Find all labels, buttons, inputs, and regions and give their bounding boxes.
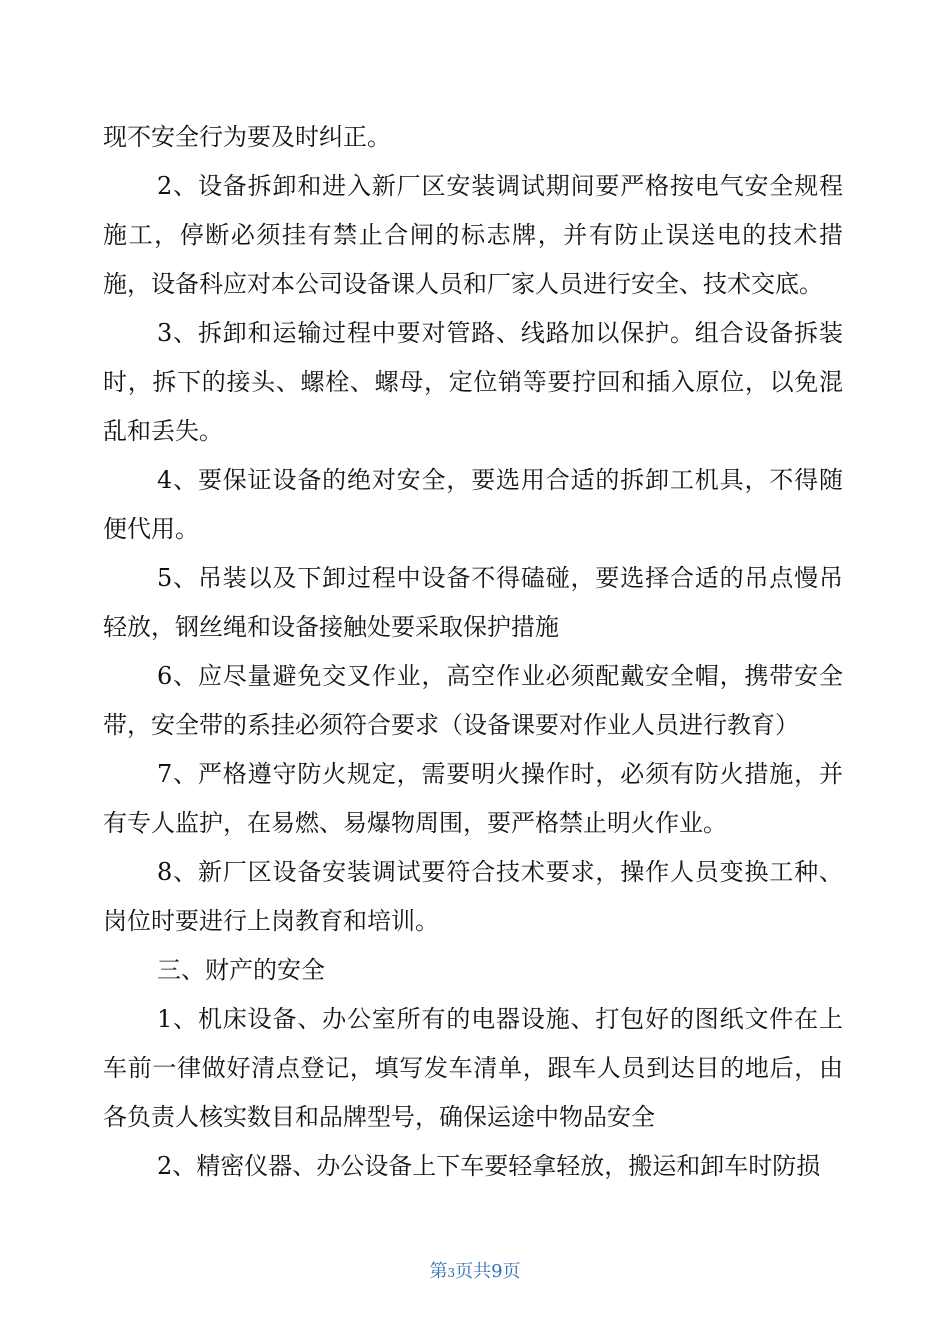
footer-total-pages: 9 (491, 1261, 503, 1282)
page-footer (0, 1258, 950, 1287)
paragraph-1: 2、设备拆卸和进入新厂区安装调试期间要严格按电气安全规程施工，停断必须挂有禁止合闸的标志牌，并有防止误送电的技术措施，设备科应对本公司设备课人员和厂家人员进行安全、技术交底。 (103, 172, 843, 298)
paragraph-10: 2、精密仪器、办公设备上下车要轻拿轻放，搬运和卸车时防损 (157, 1152, 821, 1180)
footer-prefix: 第 (429, 1261, 448, 1282)
paragraph-2: 3、拆卸和运输过程中要对管路、线路加以保护。组合设备拆装时，拆下的接头、螺栓、螺母，定位销等要拧回和插入原位，以免混乱和丢失。 (103, 319, 843, 445)
paragraph-0: 现不安全行为要及时纠正。 (103, 123, 391, 151)
document-body (103, 113, 843, 1191)
footer-suffix: 页 (502, 1261, 521, 1282)
paragraph-6: 7、严格遵守防火规定，需要明火操作时，必须有防火措施，并有专人监护，在易燃、易爆物周围，要严格禁止明火作业。 (103, 760, 843, 837)
footer-current-page: 3 (447, 1266, 456, 1280)
paragraph-4: 5、吊装以及下卸过程中设备不得磕碰，要选择合适的吊点慢吊轻放，钢丝绳和设备接触处要采取保护措施 (103, 564, 843, 641)
paragraph-7: 8、新厂区设备安装调试要符合技术要求，操作人员变换工种、岗位时要进行上岗教育和培训。 (103, 858, 843, 935)
paragraph-9: 1、机床设备、办公室所有的电器设施、打包好的图纸文件在上车前一律做好清点登记，填写发车清单，跟车人员到达目的地后，由各负责人核实数目和品牌型号，确保运途中物品安全 (103, 1005, 843, 1131)
paragraph-5: 6、应尽量避免交叉作业，高空作业必须配戴安全帽，携带安全带，安全带的系挂必须符合要求（设备课要对作业人员进行教育） (103, 662, 843, 739)
section-heading: 三、财产的安全 (157, 956, 325, 984)
paragraph-3: 4、要保证设备的绝对安全，要选用合适的拆卸工机具，不得随便代用。 (103, 466, 843, 543)
footer-middle: 页共 (455, 1261, 492, 1282)
